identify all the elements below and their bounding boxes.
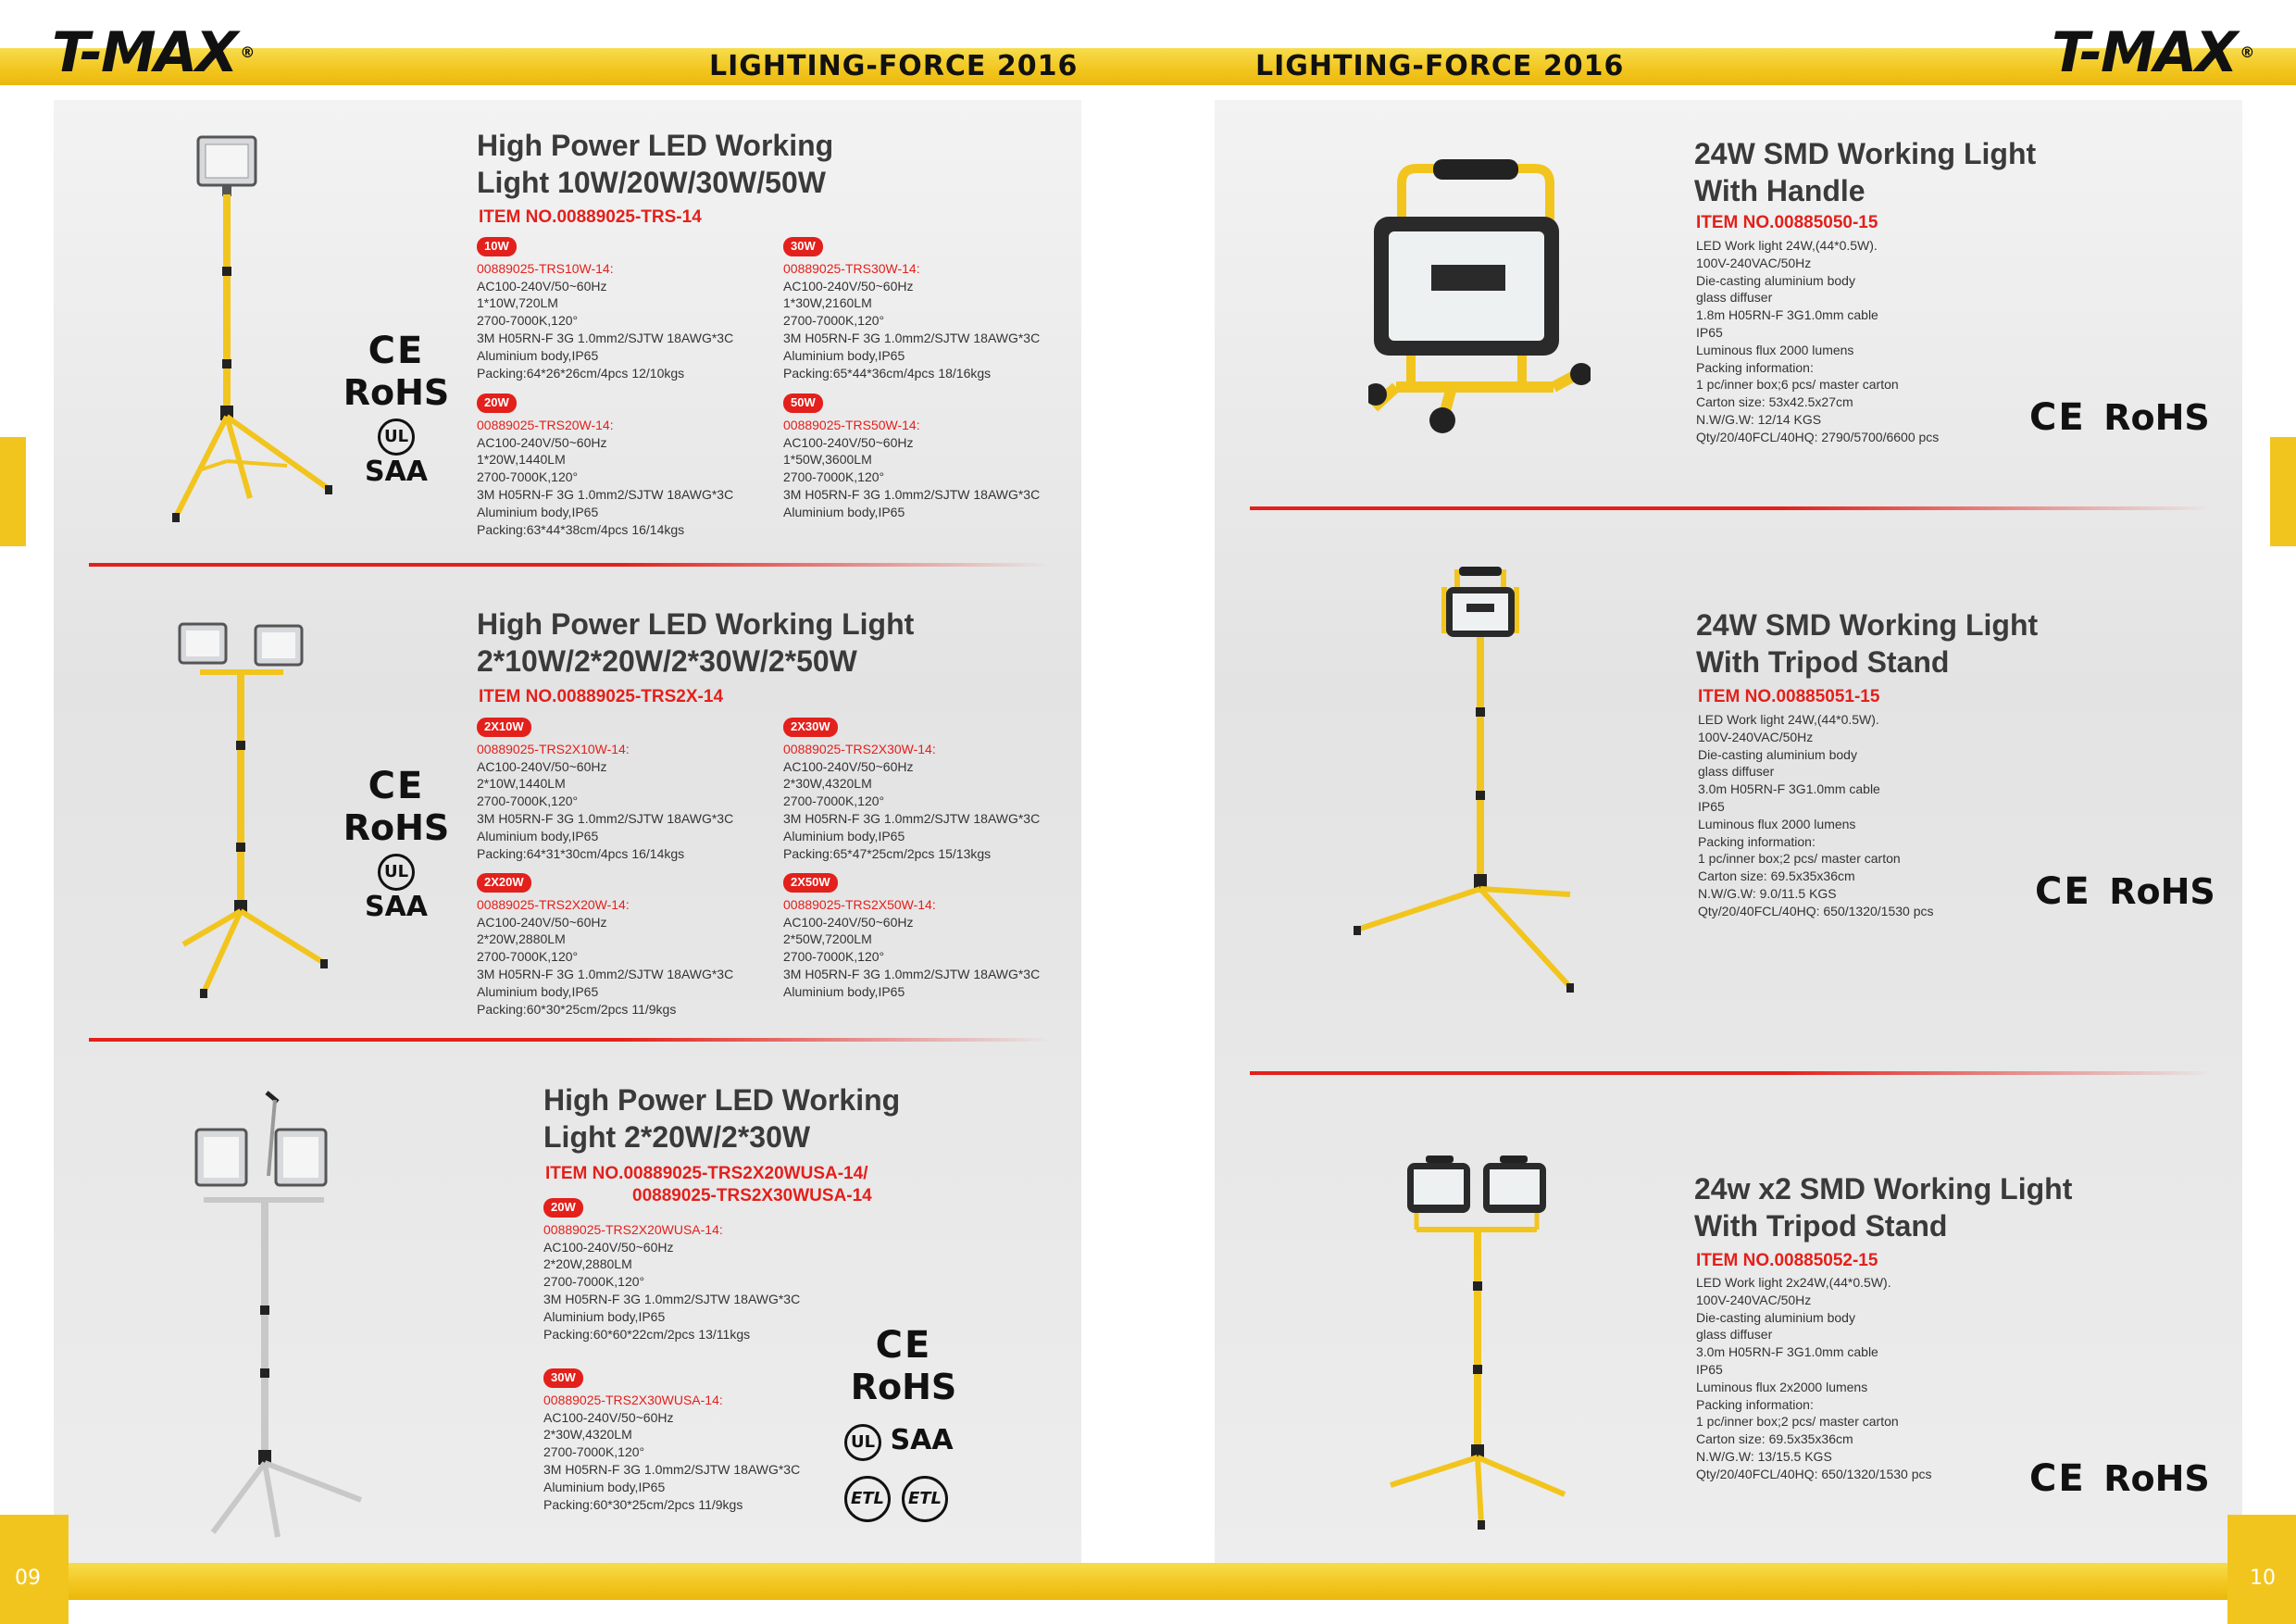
item-number-line1: ITEM NO.00889025-TRS2X20WUSA-14/ [545, 1164, 868, 1183]
product-image-twin-light-tripod [1379, 1152, 1583, 1541]
spec-line: N.W/G.W: 13/15.5 KGS [1696, 1448, 1832, 1464]
variant-block [477, 237, 733, 381]
spec-line: Packing:63*44*38cm/4pcs 16/14kgs [477, 521, 685, 537]
product-image-tripod-light [1348, 559, 1598, 1004]
spec-line: Qty/20/40FCL/40HQ: 2790/5700/6600 pcs [1696, 429, 1940, 444]
product-title [543, 1081, 900, 1156]
spec-line: AC100-240V/50~60Hz [477, 278, 607, 294]
spec-line: 2700-7000K,120° [477, 469, 579, 485]
cert-group [839, 1324, 968, 1407]
spec-line: Aluminium body,IP65 [477, 828, 599, 843]
spec-line: 3M H05RN-F 3G 1.0mm2/SJTW 18AWG*3C [783, 966, 1041, 981]
wattage-badge: 2X10W [477, 718, 531, 737]
product-image-handle-light [1368, 156, 1591, 443]
spec-line: 3M H05RN-F 3G 1.0mm2/SJTW 18AWG*3C [783, 810, 1041, 826]
spec-line: 100V-240VAC/50Hz [1696, 1292, 1812, 1307]
spec-line: 1 pc/inner box;6 pcs/ master carton [1696, 377, 1899, 393]
cert-group [341, 330, 452, 488]
spec-list [1698, 711, 1934, 920]
spec-line: glass diffuser [1698, 764, 1775, 780]
wattage-badge: 30W [543, 1368, 583, 1388]
spec-list [1696, 237, 1939, 446]
item-number: ITEM NO.00889025-TRS2X-14 [479, 687, 724, 706]
product-title-line2: Light 2*20W/2*30W [543, 1120, 811, 1154]
spec-line: Packing information: [1698, 833, 1816, 849]
wattage-badge: 50W [783, 394, 823, 413]
wattage-badge: 20W [477, 394, 517, 413]
page-number-right: 10 [2250, 1567, 2276, 1590]
brand-logo-text: T-MAX [2052, 20, 2237, 85]
spec-line: N.W/G.W: 9.0/11.5 KGS [1698, 885, 1837, 901]
spec-line: 1 pc/inner box;2 pcs/ master carton [1696, 1414, 1899, 1430]
spec-line: AC100-240V/50~60Hz [783, 278, 914, 294]
product-title [477, 127, 833, 201]
spec-line: Die-casting aluminium body [1698, 746, 1857, 762]
item-number-line2: 00889025-TRS2X30WUSA-14 [632, 1186, 872, 1206]
saa-mark: SAA [890, 1424, 954, 1456]
wattage-badge: 10W [477, 237, 517, 256]
spec-line: Packing:65*44*36cm/4pcs 18/16kgs [783, 365, 992, 381]
spec-line: 2700-7000K,120° [477, 949, 579, 965]
spec-line: LED Work light 2x24W,(44*0.5W). [1696, 1275, 1891, 1290]
ce-mark: CE [2029, 396, 2086, 439]
spec-line: Carton size: 69.5x35x36cm [1696, 1431, 1853, 1447]
spec-line: 2*20W,2880LM [543, 1256, 632, 1272]
variant-code: 00889025-TRS20W-14: [477, 417, 614, 432]
ce-mark: CE [2029, 1457, 2086, 1500]
cert-group [341, 765, 452, 923]
ce-mark: CE [875, 1324, 932, 1367]
spec-line: LED Work light 24W,(44*0.5W). [1698, 712, 1879, 727]
rohs-mark: RoHS [2109, 871, 2215, 912]
spec-line: Aluminium body,IP65 [543, 1308, 666, 1324]
spec-line: N.W/G.W: 12/14 KGS [1696, 411, 1822, 427]
left-side-tab [0, 437, 26, 546]
wattage-badge: 2X30W [783, 718, 838, 737]
spec-line: 3M H05RN-F 3G 1.0mm2/SJTW 18AWG*3C [477, 330, 734, 345]
wattage-badge: 2X20W [477, 873, 531, 893]
spec-line: IP65 [1696, 1361, 1723, 1377]
spec-line: Packing information: [1696, 1396, 1814, 1412]
variant-block [477, 718, 733, 862]
spec-line: Die-casting aluminium body [1696, 272, 1855, 288]
spec-line: Aluminium body,IP65 [543, 1479, 666, 1494]
variant-code: 00889025-TRS2X20W-14: [477, 896, 630, 912]
ul-mark: UL [378, 854, 415, 891]
product-title-line1: 24w x2 SMD Working Light [1694, 1172, 2073, 1206]
spec-line: Qty/20/40FCL/40HQ: 650/1320/1530 pcs [1696, 1466, 1932, 1481]
item-number: ITEM NO.00885052-15 [1696, 1251, 1878, 1270]
spec-line: LED Work light 24W,(44*0.5W). [1696, 238, 1878, 253]
spec-line: 1*10W,720LM [477, 295, 558, 311]
spec-line: AC100-240V/50~60Hz [783, 914, 914, 930]
spec-line: 3M H05RN-F 3G 1.0mm2/SJTW 18AWG*3C [477, 486, 734, 502]
spec-line: 1*20W,1440LM [477, 452, 566, 468]
brand-logo-left [52, 20, 253, 85]
product-title-line2: With Tripod Stand [1696, 645, 1950, 679]
product-title-line1: 24W SMD Working Light [1696, 608, 2039, 642]
spec-line: 2700-7000K,120° [477, 313, 579, 329]
divider [89, 563, 1052, 567]
cert-group [2029, 396, 2210, 439]
ce-mark: CE [368, 765, 425, 807]
ul-mark: UL [378, 418, 415, 456]
spec-line: Packing:60*60*22cm/2pcs 13/11kgs [543, 1326, 751, 1342]
divider [1250, 1071, 2213, 1075]
spec-line: 3.0m H05RN-F 3G1.0mm cable [1698, 781, 1880, 797]
spec-line: AC100-240V/50~60Hz [783, 758, 914, 774]
wattage-badge: 2X50W [783, 873, 838, 893]
spec-line: Luminous flux 2x2000 lumens [1696, 1379, 1868, 1394]
variant-code: 00889025-TRS2X30WUSA-14: [543, 1392, 723, 1407]
spec-line: AC100-240V/50~60Hz [477, 914, 607, 930]
brand-logo-text: T-MAX [52, 20, 237, 85]
product-title-line1: 24W SMD Working Light [1694, 137, 2037, 170]
variant-block [783, 718, 1040, 862]
rohs-mark: RoHS [2103, 1458, 2210, 1499]
header-title-right: LIGHTING-FORCE 2016 [1255, 50, 1625, 82]
product-title-line1: High Power LED Working [543, 1083, 901, 1117]
spec-line: Packing:64*26*26cm/4pcs 12/10kgs [477, 365, 685, 381]
variant-block [543, 1368, 800, 1513]
footer-bar [0, 1563, 2296, 1600]
divider [89, 1038, 1052, 1042]
product-title [477, 606, 914, 680]
product-title [1694, 135, 2036, 209]
spec-line: 3M H05RN-F 3G 1.0mm2/SJTW 18AWG*3C [477, 966, 734, 981]
brand-logo-right [2052, 20, 2252, 85]
spec-line: Aluminium body,IP65 [477, 504, 599, 519]
product-title-line2: With Handle [1694, 174, 1866, 207]
rohs-mark: RoHS [343, 372, 450, 413]
item-number: ITEM NO.00889025-TRS-14 [479, 207, 702, 227]
variant-block [477, 394, 733, 538]
spec-line: Packing:60*30*25cm/2pcs 11/9kgs [477, 1001, 677, 1017]
variant-code: 00889025-TRS2X20WUSA-14: [543, 1221, 723, 1237]
product-title-line1: High Power LED Working Light [477, 607, 915, 641]
cert-group [844, 1424, 954, 1461]
spec-line: Luminous flux 2000 lumens [1696, 342, 1854, 357]
product-image-twin-tripod [167, 611, 352, 1009]
wattage-badge: 30W [783, 237, 823, 256]
registered-mark: ® [240, 44, 254, 61]
item-number: ITEM NO.00885050-15 [1696, 213, 1878, 232]
cert-group [2035, 870, 2215, 913]
product-title-line1: High Power LED Working [477, 129, 834, 162]
variant-block [477, 873, 733, 1018]
item-number: ITEM NO.00885051-15 [1698, 687, 1880, 706]
spec-line: Packing:64*31*30cm/4pcs 16/14kgs [477, 845, 685, 861]
registered-mark: ® [2240, 44, 2253, 61]
variant-block [783, 237, 1040, 381]
spec-line: 100V-240VAC/50Hz [1698, 729, 1814, 744]
spec-line: AC100-240V/50~60Hz [477, 434, 607, 450]
spec-line: 2*50W,7200LM [783, 931, 872, 947]
product-title-line2: Light 10W/20W/30W/50W [477, 166, 826, 199]
spec-line: 1 pc/inner box;2 pcs/ master carton [1698, 851, 1901, 867]
spec-line: 2700-7000K,120° [543, 1444, 645, 1460]
spec-line: 100V-240VAC/50Hz [1696, 255, 1812, 270]
spec-line: 2*30W,4320LM [543, 1427, 632, 1443]
etl-mark: ETL [844, 1476, 891, 1522]
saa-mark: SAA [364, 891, 429, 923]
ul-mark: UL [844, 1424, 881, 1461]
spec-line: Packing:65*47*25cm/2pcs 15/13kgs [783, 845, 992, 861]
rohs-mark: RoHS [343, 807, 450, 848]
divider [1250, 506, 2213, 510]
spec-line: Aluminium body,IP65 [477, 983, 599, 999]
variant-code: 00889025-TRS2X30W-14: [783, 741, 936, 756]
variant-code: 00889025-TRS2X10W-14: [477, 741, 630, 756]
spec-line: glass diffuser [1696, 290, 1773, 306]
spec-line: Carton size: 69.5x35x36cm [1698, 868, 1855, 884]
spec-line: AC100-240V/50~60Hz [477, 758, 607, 774]
right-side-tab [2270, 437, 2296, 546]
variant-code: 00889025-TRS2X50W-14: [783, 896, 936, 912]
spec-line: 1.8m H05RN-F 3G1.0mm cable [1696, 307, 1878, 323]
spec-line: 3M H05RN-F 3G 1.0mm2/SJTW 18AWG*3C [543, 1291, 801, 1306]
spec-line: Luminous flux 2000 lumens [1698, 816, 1856, 831]
spec-line: IP65 [1696, 324, 1723, 340]
product-image-twin-silver-tripod [185, 1083, 380, 1546]
variant-code: 00889025-TRS30W-14: [783, 260, 920, 276]
spec-line: Packing:60*30*25cm/2pcs 11/9kgs [543, 1496, 743, 1512]
product-title [1696, 606, 2038, 681]
header-bar [0, 48, 2296, 85]
variant-code: 00889025-TRS50W-14: [783, 417, 920, 432]
spec-line: Aluminium body,IP65 [783, 347, 905, 363]
spec-line: 2700-7000K,120° [783, 949, 885, 965]
spec-line: Qty/20/40FCL/40HQ: 650/1320/1530 pcs [1698, 903, 1934, 918]
spec-line: Die-casting aluminium body [1696, 1309, 1855, 1325]
wattage-badge: 20W [543, 1198, 583, 1218]
rohs-mark: RoHS [850, 1367, 957, 1407]
cert-group [2029, 1457, 2210, 1500]
spec-line: IP65 [1698, 798, 1725, 814]
spec-line: 1*50W,3600LM [783, 452, 872, 468]
etl-mark: ETL [902, 1476, 948, 1522]
spec-line: Aluminium body,IP65 [477, 347, 599, 363]
spec-line: AC100-240V/50~60Hz [543, 1409, 674, 1425]
spec-line: 2700-7000K,120° [783, 793, 885, 809]
product-image-single-tripod [148, 128, 352, 535]
cert-group [839, 1476, 954, 1522]
variant-block [783, 873, 1040, 1001]
spec-line: 3M H05RN-F 3G 1.0mm2/SJTW 18AWG*3C [543, 1461, 801, 1477]
spec-line: Packing information: [1696, 359, 1814, 375]
product-title-line2: 2*10W/2*20W/2*30W/2*50W [477, 644, 857, 678]
spec-line: Aluminium body,IP65 [783, 504, 905, 519]
rohs-mark: RoHS [2103, 397, 2210, 438]
spec-line: glass diffuser [1696, 1327, 1773, 1343]
spec-list [1696, 1274, 1932, 1483]
saa-mark: SAA [364, 456, 429, 488]
spec-line: 3M H05RN-F 3G 1.0mm2/SJTW 18AWG*3C [477, 810, 734, 826]
spec-line: 3M H05RN-F 3G 1.0mm2/SJTW 18AWG*3C [783, 330, 1041, 345]
spec-line: AC100-240V/50~60Hz [543, 1239, 674, 1255]
spec-line: Carton size: 53x42.5x27cm [1696, 394, 1853, 410]
spec-line: 3M H05RN-F 3G 1.0mm2/SJTW 18AWG*3C [783, 486, 1041, 502]
spec-line: 2*10W,1440LM [477, 776, 566, 792]
spec-line: AC100-240V/50~60Hz [783, 434, 914, 450]
variant-code: 00889025-TRS10W-14: [477, 260, 614, 276]
variant-block [543, 1198, 800, 1343]
page-number-left: 09 [15, 1567, 41, 1590]
variant-block [783, 394, 1040, 521]
spec-line: 1*30W,2160LM [783, 295, 872, 311]
spec-line: 2700-7000K,120° [783, 313, 885, 329]
spec-line: Aluminium body,IP65 [783, 983, 905, 999]
spec-line: 2700-7000K,120° [477, 793, 579, 809]
ce-mark: CE [368, 330, 425, 372]
spec-line: 2*30W,4320LM [783, 776, 872, 792]
spec-line: 2700-7000K,120° [543, 1274, 645, 1290]
spec-line: Aluminium body,IP65 [783, 828, 905, 843]
product-title [1694, 1170, 2072, 1244]
header-title-left: LIGHTING-FORCE 2016 [709, 50, 1079, 82]
spec-line: 2700-7000K,120° [783, 469, 885, 485]
spec-line: 3.0m H05RN-F 3G1.0mm cable [1696, 1344, 1878, 1360]
ce-mark: CE [2035, 870, 2091, 913]
product-title-line2: With Tripod Stand [1694, 1209, 1948, 1243]
spec-line: 2*20W,2880LM [477, 931, 566, 947]
